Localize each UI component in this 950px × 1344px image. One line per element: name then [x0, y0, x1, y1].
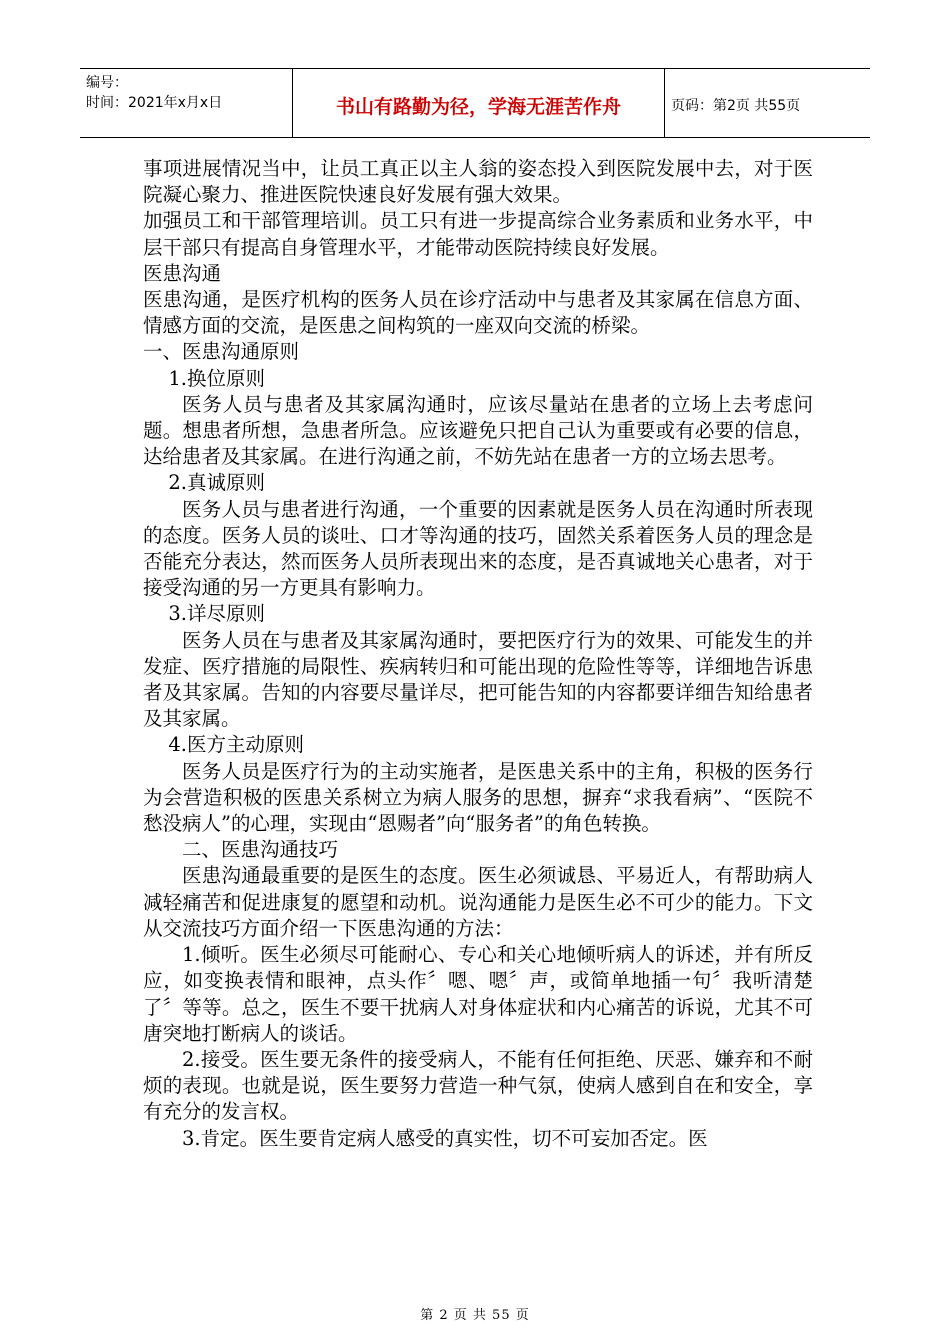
time-label: 时间：2021年x月x日: [86, 95, 223, 111]
paragraph: 医务人员与患者及其家属沟通时，应该尽量站在患者的立场上去考虑问题。想患者所想，急患者所急。应该避免只把自己认为重要或有必要的信息，达给患者及其家属。在进行沟通之前，不妨先站在患者一方的立场去思考。: [143, 392, 813, 469]
paragraph: 医务人员是医疗行为的主动实施者，是医患关系中的主角，积极的医务行为会营造积极的医患关系树立为病人服务的思想，摒弃“求我看病”、“医院不愁没病人”的心理，实现由“恩赐者”向“服务者”的角色转换。: [143, 759, 813, 836]
paragraph: 2.接受。医生要无条件的接受病人，不能有任何拒绝、厌恶、嫌弃和不耐烦的表现。也就是说，医生要努力营造一种气氛，使病人感到自在和安全，享有充分的发言权。: [143, 1047, 813, 1124]
page-header: [80, 68, 870, 138]
paragraph: 医患沟通，是医疗机构的医务人员在诊疗活动中与患者及其家属在信息方面、情感方面的交流，是医患之间构筑的一座双向交流的桥梁。: [143, 288, 813, 338]
section-heading: 一、医患沟通原则: [143, 340, 300, 364]
paragraph: 医患沟通最重要的是医生的态度。医生必须诚恳、平易近人，有帮助病人减轻痛苦和促进康复的愿望和动机。说沟通能力是医生必不可少的能力。下文从交流技巧方面介绍一下医患沟通的方法：: [143, 864, 813, 940]
document-body: [143, 156, 813, 1152]
paragraph: 加强员工和干部管理培训。员工只有进一步提高综合业务素质和业务水平，中层干部只有提高自身管理水平，才能带动医院持续良好发展。: [143, 209, 813, 259]
header-meta: [80, 69, 293, 137]
paragraph: 医务人员与患者进行沟通，一个重要的因素就是医务人员在沟通时所表现的态度。医务人员的谈吐、口才等沟通的技巧，固然关系着医务人员的理念是否能充分表达，然而医务人员所表现出来的态度，是否真诚地关心患者，对于接受沟通的另一方更具有影响力。: [143, 497, 813, 600]
subheading: 2.真诚原则: [168, 471, 265, 495]
paragraph: 事项进展情况当中，让员工真正以主人翁的姿态投入到医院发展中去，对于医院凝心聚力、推进医院快速良好发展有强大效果。: [143, 157, 813, 207]
subheading: 1.换位原则: [168, 366, 265, 390]
header-page-info: 页码：第2页 共55页: [671, 98, 801, 114]
number-label: 编号：: [86, 75, 128, 91]
page-footer: 第 2 页 共 55 页: [420, 1308, 530, 1323]
section-title: 医患沟通: [143, 261, 222, 285]
header-motto: 书山有路勤为径，学海无涯苦作舟: [293, 69, 665, 137]
section-heading: 二、医患沟通技巧: [182, 838, 339, 862]
paragraph: 医务人员在与患者及其家属沟通时，要把医疗行为的效果、可能发生的并发症、医疗措施的局限性、疾病转归和可能出现的危险性等等，详细地告诉患者及其家属。告知的内容要尽量详尽，把可能告知的内容都要详细告知给患者及其家属。: [143, 628, 813, 731]
paragraph: 3.肯定。医生要肯定病人感受的真实性，切不可妄加否定。医: [182, 1126, 708, 1150]
subheading: 3.详尽原则: [168, 602, 265, 626]
paragraph: 1.倾听。医生必须尽可能耐心、专心和关心地倾听病人的诉述，并有所反应，如变换表情和眼神，点头作〞嗯、嗯〞声，或简单地插一句〞我听清楚了〞等等。总之，医生不要干扰病人对身体症状和内心痛苦的诉说，尤其不可唐突地打断病人的谈话。: [143, 943, 813, 1045]
subheading: 4.医方主动原则: [168, 733, 304, 757]
